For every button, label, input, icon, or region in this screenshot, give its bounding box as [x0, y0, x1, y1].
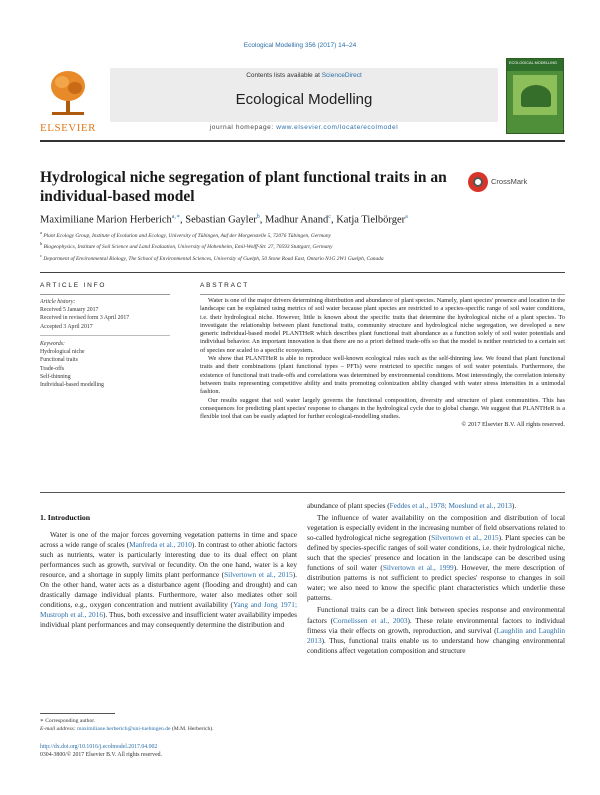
- body-column-right: [307, 501, 565, 658]
- abstract-copyright: © 2017 Elsevier B.V. All rights reserved.: [461, 421, 565, 429]
- author-list: Maximiliane Marion Herberich$^{a,∗}$, Sebastian Gayler$^b$, Madhur Anand$^c$, Katja Tielbörger$^a$: [40, 214, 408, 226]
- section-divider: [40, 272, 565, 273]
- affiliations: [40, 229, 565, 263]
- body-text: The influence of water availability on the composition and distribution of local vegetation is especially evident in the increasing number of field observations related to so-called hydrological niche segregation (: [307, 513, 565, 543]
- affiliation: [40, 240, 565, 251]
- contents-line: [110, 72, 498, 79]
- cover-image-detail: [521, 85, 551, 107]
- author-affil-mark[interactable]: a,∗: [171, 214, 181, 220]
- keywords-divider: [40, 335, 170, 336]
- homepage-link[interactable]: www.elsevier.com/locate/ecolmodel: [276, 124, 399, 131]
- abstract-paragraph: We show that PLANTHeR is able to reproduce well-known ecological rules such as the self-thinning law. We found that plant functional traits and their combinations (plant functional types – PFTs) were restricted to specific ranges of soil water potentials. Furthermore, the existence of functional trait trade-offs and correlations was determined by environmental conditions. Most interestingly, the correlation intensity between traits representing competitive ability and traits promoting colonization ability changed with water stress intensities in a unimodal fashion.: [200, 355, 565, 396]
- author-name[interactable]: Madhur Anand: [264, 214, 329, 226]
- header-rule: [40, 140, 565, 142]
- sciencedirect-link[interactable]: ScienceDirect: [321, 72, 362, 79]
- homepage-line: [110, 124, 498, 131]
- footnote: [40, 717, 300, 733]
- received-date: Received 5 January 2017: [40, 307, 99, 314]
- abstract-heading: ABSTRACT: [200, 282, 565, 295]
- body-text: ). However, the mere description of distribution patterns is not sufficient to predict species' response to changes in soil water; we also need to know the specific plant characteristics which underlie these patterns.: [307, 563, 565, 603]
- revised-date: Received in revised form 3 April 2017: [40, 315, 130, 322]
- citation-link[interactable]: Silvertown et al., 1999: [382, 563, 454, 573]
- body-text: Water is one of the major forces governing vegetation patterns in time and space across a wide range of scales (: [40, 530, 297, 550]
- abstract-paragraph: Our results suggest that soil water largely governs the functional composition, diversity and structure of plant communities. This has consequences for predicting plant species' response to changes in the hydrological cycle due to global change. We suggest that PLANTHeR is a flexible tool that can be easily adapted for further ecological-modelling studies.: [200, 396, 565, 421]
- email-suffix: (M.M. Herberich).: [170, 726, 214, 732]
- keywords: [40, 340, 170, 389]
- affiliation-letter: c: [40, 252, 42, 258]
- citation-link[interactable]: Feddes et al., 1978; Moeslund et al., 2013: [389, 501, 512, 510]
- body-text: ). Thus, both excessive and insufficient water availability impedes individual plant performances and may consequently determine the distribution and: [40, 610, 297, 630]
- publisher-name: ELSEVIER: [40, 122, 96, 134]
- citation-link[interactable]: Silvertown et al., 2015: [224, 570, 293, 580]
- article-info-heading: ARTICLE INFO: [40, 282, 170, 295]
- affiliation-text: Biogeophysics, Institute of Soil Science and Land Evaluation, University of Hohenheim, Emil-Wolff-Str. 27, 70593 Stuttgart, Germany: [43, 244, 333, 251]
- section-heading-introduction: 1. Introduction: [40, 513, 91, 522]
- citation-link[interactable]: Silvertown et al., 2015: [431, 533, 499, 543]
- body-text: Functional traits can be a direct link between species response and environmental factors (: [307, 605, 565, 625]
- affiliation-letter: a: [40, 230, 42, 235]
- elsevier-tree-icon: [48, 68, 88, 118]
- footnote-rule: [40, 713, 115, 714]
- doi-block: [40, 743, 300, 759]
- body-text: ). On the other hand, water acts as a disturbance agent (flooding and drought) and can drastically damage individual plants. Furthermore, water also mediates other soil conditions, e.g., oxygen concentration and nutrient availability (: [40, 570, 297, 610]
- crossmark-badge[interactable]: [468, 172, 558, 192]
- email-link[interactable]: maximiliane.herberich@uni-tuebingen.de: [77, 726, 171, 732]
- issn-copyright: 0304-3800/© 2017 Elsevier B.V. All rights reserved.: [40, 752, 162, 759]
- body-text: ). Plant species can be defined by species-specific ranges of soil water conditions, i.e. their hydrological niche, such that the species' presence and location in the landscape can be described using functions of soil water (: [307, 533, 565, 573]
- body-paragraph: [307, 513, 565, 603]
- body-text: abundance of plant species (: [307, 501, 390, 510]
- affiliation: [40, 252, 565, 263]
- abstract-body: [200, 297, 565, 430]
- author-name[interactable]: Katja Tielbörger: [336, 214, 406, 226]
- email-label: E-mail address:: [40, 726, 78, 732]
- accepted-date: Accepted 3 April 2017: [40, 323, 93, 330]
- keyword: Hydrological niche: [40, 349, 85, 356]
- body-text: ). In contrast to other abiotic factors such as nutrients, water is particularly interesting due to its dual effect on plant performances such as growth, survival or fecundity. On the one hand, water is a key resource, and a shortage in supply limits plant performance (: [40, 540, 297, 580]
- history-label: Article history:: [40, 299, 76, 305]
- keyword: Functional traits: [40, 357, 78, 364]
- contents-prefix: Contents lists available at: [246, 72, 322, 79]
- author-affil-mark[interactable]: a: [405, 214, 408, 220]
- journal-cover[interactable]: [506, 58, 564, 134]
- citation-link[interactable]: Yang and Jong 1971; Mustroph et al., 2016: [40, 600, 297, 620]
- citation-link[interactable]: Manfreda et al., 2010: [129, 540, 192, 550]
- doi-link[interactable]: http://dx.doi.org/10.1016/j.ecolmodel.2017.04.002: [40, 744, 158, 750]
- keyword: Individual-based modelling: [40, 382, 104, 389]
- corresponding-author-note: ∗ Corresponding author.: [40, 718, 96, 724]
- body-text: ). These relate environmental factors to individual fitness via their effects on growth, reproduction, and survival (: [307, 615, 565, 635]
- affiliation-text: Department of Environmental Biology, The School of Environmental Sciences, University of Guelph, 50 Stone Road East, Ontario N1G 2W1 Guelph, Canada: [43, 255, 384, 262]
- email-line: [40, 725, 300, 733]
- journal-header: [40, 58, 565, 136]
- cover-title: ECOLOGICAL MODELLING: [509, 61, 557, 65]
- crossmark-icon: [468, 172, 488, 192]
- journal-name: Ecological Modelling: [235, 91, 373, 108]
- body-paragraph: [307, 605, 565, 655]
- citation-link[interactable]: Laughlin and Laughlin 2013: [307, 625, 565, 645]
- abstract-paragraph: Water is one of the major drivers determining distribution and abundance of plant species. Namely, plant species' presence and location in the landscape can be explained using metrics of soil water because plant species are restricted to a species-specific range of soil water conditions, i.e. their hydrological niche. However, little is known about the specific traits that determine the hydrological niche of a plant species. To investigate the relationship between plant functional traits, community structure and hydrological niche segregation, we developed a new generic individual-based model PLANTHeR which describes plant functional trait abundance as a function solely of soil water potentials and individual behavior. An important innovation is that there are no a priori defined trade-offs so that the model is neither restricted to a certain set of species nor scaled to a specific ecosystem.: [200, 297, 565, 354]
- article-history: [40, 298, 170, 331]
- journal-banner: [110, 68, 498, 122]
- body-paragraph: [40, 530, 297, 630]
- affiliation-letter: b: [40, 241, 43, 247]
- keyword: Trade-offs: [40, 365, 65, 372]
- body-text: ).: [511, 501, 517, 510]
- homepage-prefix: journal homepage:: [209, 124, 277, 131]
- abstract-divider: [40, 492, 565, 493]
- crossmark-label: CrossMark: [491, 177, 528, 186]
- keywords-label: Keywords:: [40, 341, 65, 347]
- author-affil-mark[interactable]: b: [256, 214, 260, 220]
- body-paragraph: [307, 501, 565, 511]
- citation-link[interactable]: Cornelissen et al., 2003: [333, 615, 408, 625]
- affiliation-text: Plant Ecology Group, Institute of Evolution and Ecology, University of Tübingen, Auf der Morgenstelle 5, 72076 Tübingen, Germany: [43, 232, 331, 239]
- body-text: ). Thus, functional traits enable us to understand how changing environmental conditions affect vegetation composition and structure: [307, 635, 565, 655]
- article-title: Hydrological niche segregation of plant functional traits in an individual-based model: [40, 169, 447, 205]
- body-column-left: [40, 530, 297, 630]
- affiliation: [40, 229, 565, 240]
- author-name[interactable]: Maximiliane Marion Herberich: [40, 214, 172, 226]
- author-name[interactable]: Sebastian Gayler: [185, 214, 257, 226]
- journal-reference[interactable]: Ecological Modelling 356 (2017) 14–24: [243, 42, 357, 49]
- author-affil-mark[interactable]: c: [328, 214, 331, 220]
- keyword: Self-thinning: [40, 373, 71, 380]
- elsevier-logo: [40, 68, 96, 134]
